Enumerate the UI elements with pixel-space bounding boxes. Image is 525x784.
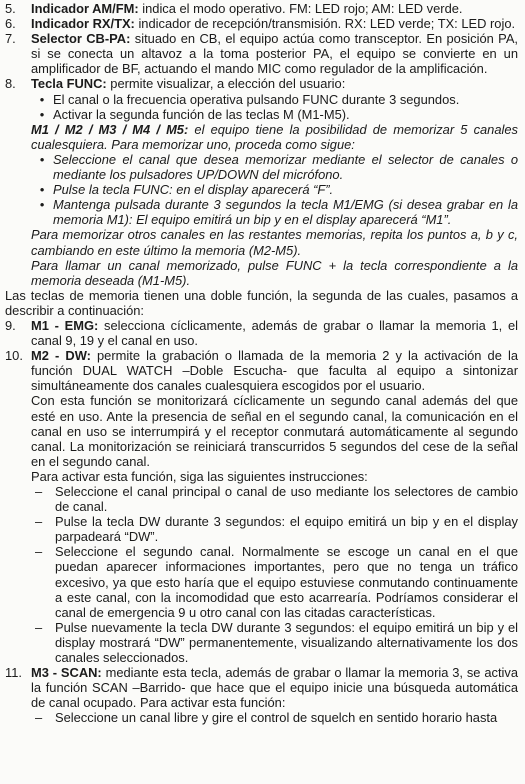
- item-text: mediante esta tecla, además de grabar o llamar la memoria 3, se activa la función SCAN –Barrido- que hace que el equipo inicie una búsqueda automática de canal ocupado. Para activar esta función:: [31, 665, 518, 711]
- dash-item: – Seleccione un canal libre y gire el control de squelch en sentido horario hasta: [35, 710, 498, 726]
- item-title: Indicador RX/TX:: [31, 16, 135, 32]
- bullet-item: • Pulse la tecla FUNC: en el display aparecerá “F”.: [39, 182, 334, 198]
- memory-text: el equipo tiene la posibilidad de memorizar 5 canales cualesquiera. Para memorizar uno, proceda como sigue:: [31, 121, 518, 152]
- bullet-item: • Activar la segunda función de las teclas M (M1-M5).: [39, 106, 350, 122]
- item-text: indica el modo operativo. FM: LED rojo; AM: LED verde.: [138, 1, 463, 16]
- bullet-item: • El canal o la frecuencia operativa pulsando FUNC durante 3 segundos.: [39, 91, 460, 107]
- bullet-item: • Mantenga pulsada durante 3 segundos la tecla M1/EMG (si desea grabar en la memoria M1): El equipo emitirá un bip y en el display aparecerá “M1”.: [39, 197, 518, 228]
- item-number: 7.: [5, 31, 16, 47]
- list-item-7: [5, 31, 518, 76]
- item-number: 5.: [5, 1, 16, 16]
- memory-title: M1 / M2 / M3 / M4 / M5:: [31, 121, 189, 137]
- dash-item: – Seleccione el segundo canal. Normalmente se escoge un canal en el que puedan aparecer informaciones importantes, pero que no tenga un tráfico excesivo, ya que esto haría que el equipo estuviese conmutando continuamente a este canal, con la incomodidad que esto acarrearía. Podríamos considerar el canal de emergencia 9 u otro canal con las citadas características.: [35, 544, 518, 620]
- memory-paragraph: Para memorizar otros canales en las restantes memorias, repita los puntos a, b y c, cambiando en este último la memoria (M2-M5).: [31, 227, 518, 258]
- item-number: 8.: [5, 76, 16, 92]
- list-item-10: [5, 348, 518, 665]
- bullet-item: • Seleccione el canal que desea memorizar mediante el selector de canales o mediante los pulsadores UP/DOWN del micrófono.: [39, 151, 518, 183]
- item-paragraph: Para activar esta función, siga las siguientes instrucciones:: [31, 468, 368, 484]
- item-title: M3 - SCAN:: [31, 665, 102, 681]
- item-title: Tecla FUNC:: [31, 76, 107, 92]
- memory-paragraph: Para llamar un canal memorizado, pulse FUNC + la tecla correspondiente a la memoria deseada (M1-M5).: [31, 257, 518, 288]
- list-item-5: [5, 1, 518, 16]
- item-paragraph: Con esta función se monitorizará cíclicamente un segundo canal además del que esté en uso. Ante la presencia de señal en el segundo canal, la comunicación en el canal en uso se interrumpirá y el receptor conmutará automáticamente al segundo canal. La monitorización se reiniciará transcurridos 5 segundos del cese de la señal en el segundo canal.: [31, 393, 518, 469]
- item-title: Selector CB-PA:: [31, 31, 131, 47]
- list-item-11: [5, 665, 518, 725]
- dash-item: – Pulse la tecla DW durante 3 segundos: el equipo emitirá un bip y en el display parpadeará “DW”.: [35, 514, 518, 545]
- item-title: M2 - DW:: [31, 348, 91, 364]
- dash-item: – Seleccione el canal principal o canal de uso mediante los selectores de cambio de canal.: [35, 484, 518, 515]
- item-text: permite visualizar, a elección del usuario:: [106, 76, 346, 92]
- intro-paragraph: Las teclas de memoria tienen una doble función, la segunda de las cuales, pasamos a describir a continuación:: [5, 287, 518, 318]
- item-text: indicador de recepción/transmisión. RX: LED verde; TX: LED rojo.: [134, 16, 516, 32]
- item-title: Indicador AM/FM:: [31, 1, 139, 16]
- item-number: 6.: [5, 16, 16, 32]
- item-number: 9.: [5, 317, 16, 333]
- list-item-6: [5, 16, 518, 31]
- list-item-8: [5, 76, 518, 287]
- list-item-9: [5, 318, 518, 348]
- item-text: selecciona cíclicamente, además de grabar o llamar la memoria 1, el canal 9, 19 y el canal en uso.: [31, 317, 518, 349]
- item-number: 11.: [5, 665, 22, 681]
- dash-item: – Pulse nuevamente la tecla DW durante 3 segundos: el equipo emitirá un bip y el display mostrará “DW” permanentemente, visualizando alternativamente los dos canales seleccionados.: [35, 619, 518, 666]
- item-title: M1 - EMG:: [31, 317, 99, 333]
- item-number: 10.: [5, 348, 23, 364]
- item-text: permite la grabación o llamada de la memoria 2 y la activación de la función DUAL WATCH –Doble Escucha- que faculta al equipo a sintonizar simultáneamente dos canales cualesquiera escogidos por el usuario.: [31, 348, 518, 394]
- item-text: situado en CB, el equipo actúa como transceptor. En posición PA, si se conecta un altavoz a la toma posterior PA, el equipo se convierte en un amplificador de BF, actuando el mando MIC como regulador de la amplificación.: [31, 31, 518, 77]
